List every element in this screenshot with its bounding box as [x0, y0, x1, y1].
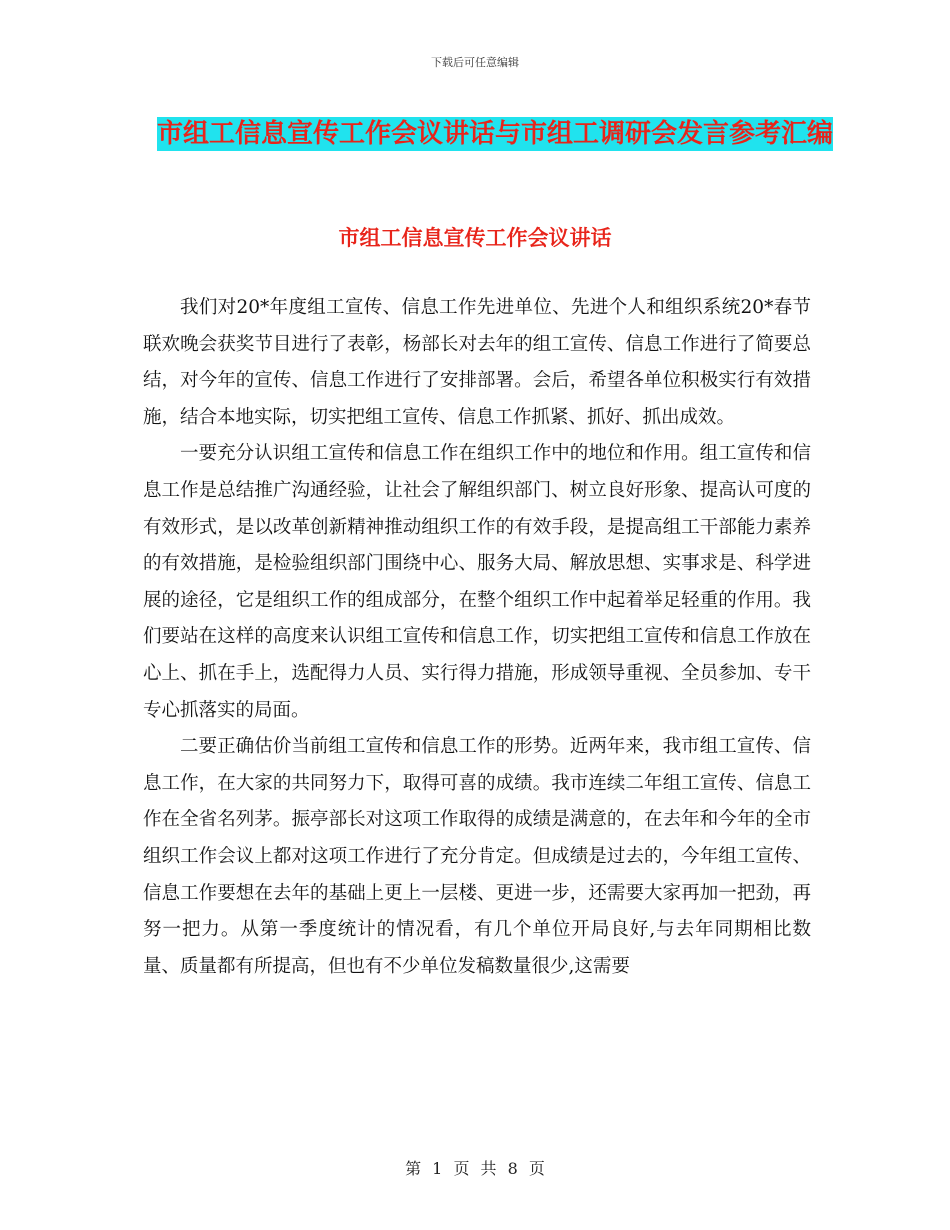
- paragraph-3: 二要正确估价当前组工宣传和信息工作的形势。近两年来，我市组工宣传、信息工作，在大家的共同努力下，取得可喜的成绩。我市连续二年组工宣传、信息工作在全省名列茅。振亭部长对这项工作取得的成绩是满意的，在去年和今年的全市组织工作会议上都对这项工作进行了充分肯定。但成绩是过去的，今年组工宣传、信息工作要想在去年的基础上更上一层楼、更进一步，还需要大家再加一把劲，再努一把力。从第一季度统计的情况看，有几个单位开局良好,与去年同期相比数量、质量都有所提高，但也有不少单位发稿数量很少,这需要: [143, 736, 811, 977]
- paragraph-2: 一要充分认识组工宣传和信息工作在组织工作中的地位和作用。组工宣传和信息工作是总结推广沟通经验，让社会了解组织部门、树立良好形象、提高认可度的有效形式，是以改革创新精神推动组织工作的有效手段，是提高组工干部能力素养的有效措施，是检验组织部门围绕中心、服务大局、解放思想、实事求是、科学进展的途径，它是组织工作的组成部分，在整个组织工作中起着举足轻重的作用。我们要站在这样的高度来认识组工宣传和信息工作，切实把组工宣传和信息工作放在心上、抓在手上，选配得力人员、实行得力措施，形成领导重视、全员参加、专干专心抓落实的局面。: [143, 443, 811, 721]
- document-title: [150, 112, 840, 157]
- page-number: 第 1 页 共 8 页: [405, 1159, 545, 1178]
- section-title: 市组工信息宣传工作会议讲话: [338, 225, 612, 250]
- header-note: 下载后可任意编辑: [431, 56, 519, 69]
- document-body: [143, 290, 811, 985]
- paragraph-1: 我们对20*年度组工宣传、信息工作先进单位、先进个人和组织系统20*春节联欢晚会获奖节目进行了表彰，杨部长对去年的组工宣传、信息工作进行了简要总结，对今年的宣传、信息工作进行了安排部署。会后，希望各单位积极实行有效措施，结合本地实际，切实把组工宣传、信息工作抓紧、抓好、抓出成效。: [143, 297, 811, 428]
- document-title-text: 市组工信息宣传工作会议讲话与市组工调研会发言参考汇编: [156, 119, 833, 149]
